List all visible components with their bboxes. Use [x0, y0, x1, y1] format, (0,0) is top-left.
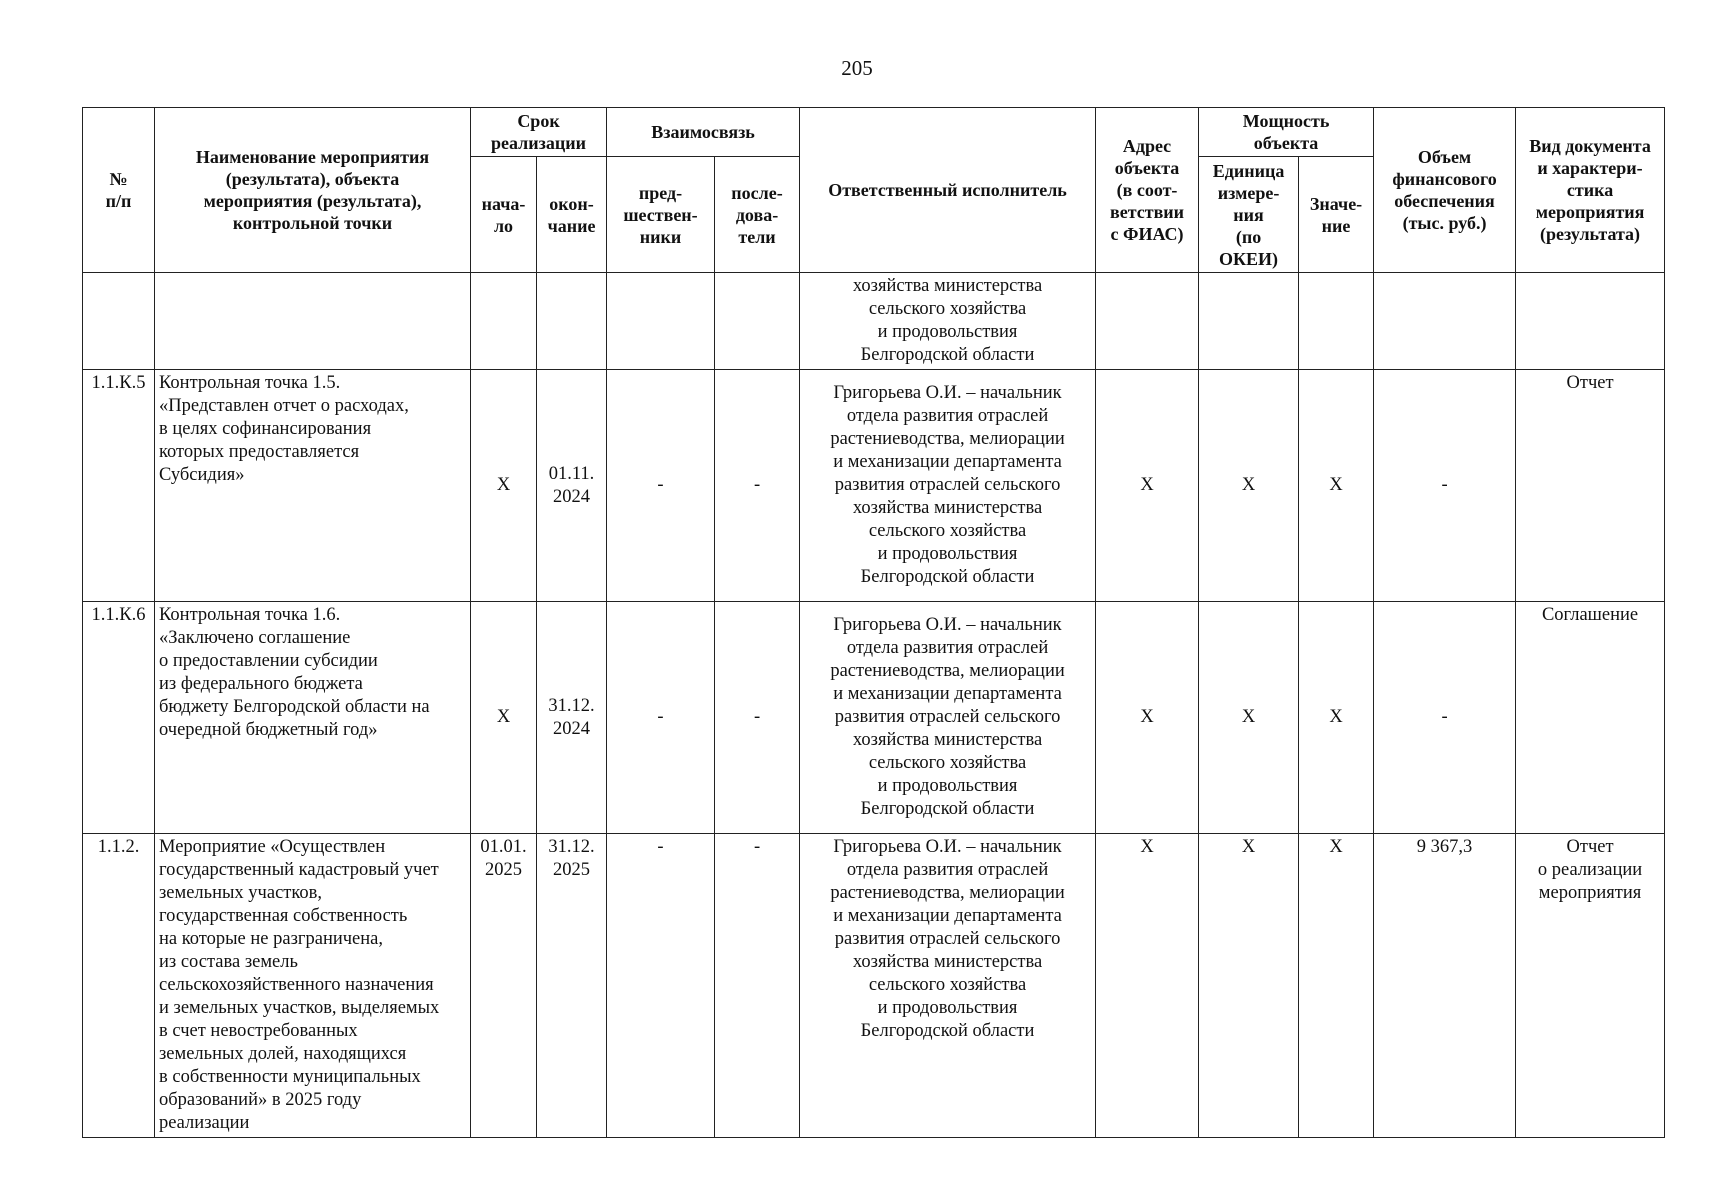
page-number: 205	[841, 56, 873, 80]
cell-doc: Отчет о реализации мероприятия	[1516, 834, 1665, 1138]
table-row	[83, 834, 1665, 1138]
cell-responsible: Григорьева О.И. – начальник отдела развития отраслей растениеводства, мелиорации и механизации департамента развития отраслей сельского хозяйства министерства сельского хозяйства и продовольствия Белгородской области	[800, 370, 1096, 602]
cell-num: 1.1.К.6	[83, 602, 155, 834]
cell-end	[537, 273, 607, 370]
plan-table	[82, 107, 1665, 1138]
cell-pred: -	[607, 834, 715, 1138]
header-address: Адрес объекта (в соот- ветствии с ФИАС)	[1096, 108, 1199, 273]
header-period-end: окон- чание	[537, 157, 607, 273]
cell-value	[1299, 273, 1374, 370]
table-row	[83, 370, 1665, 602]
cell-address: Х	[1096, 370, 1199, 602]
cell-responsible: хозяйства министерства сельского хозяйства и продовольствия Белгородской области	[800, 273, 1096, 370]
cell-finance: 9 367,3	[1374, 834, 1516, 1138]
header-finance: Объем финансового обеспечения (тыс. руб.)	[1374, 108, 1516, 273]
cell-start: Х	[471, 602, 537, 834]
header-period: Срок реализации	[471, 108, 607, 157]
cell-name: Контрольная точка 1.5. «Представлен отчет о расходах, в целях софинансирования которых предоставляется Субсидия»	[155, 370, 471, 602]
cell-pred	[607, 273, 715, 370]
cell-end: 31.12. 2025	[537, 834, 607, 1138]
header-value: Значе- ние	[1299, 157, 1374, 273]
cell-end: 01.11. 2024	[537, 370, 607, 602]
cell-num: 1.1.2.	[83, 834, 155, 1138]
cell-value: Х	[1299, 834, 1374, 1138]
header-successors: после- дова- тели	[715, 157, 800, 273]
cell-unit	[1199, 273, 1299, 370]
cell-address: Х	[1096, 602, 1199, 834]
cell-responsible: Григорьева О.И. – начальник отдела развития отраслей растениеводства, мелиорации и механизации департамента развития отраслей сельского хозяйства министерства сельского хозяйства и продовольствия Белгородской области	[800, 834, 1096, 1138]
header-predecessors: пред- шествен- ники	[607, 157, 715, 273]
cell-value: Х	[1299, 370, 1374, 602]
cell-pred: -	[607, 602, 715, 834]
cell-name: Контрольная точка 1.6. «Заключено соглашение о предоставлении субсидии из федерального бюджета бюджету Белгородской области на очередной бюджетный год»	[155, 602, 471, 834]
cell-num: 1.1.К.5	[83, 370, 155, 602]
header-unit: Единица измере- ния (по ОКЕИ)	[1199, 157, 1299, 273]
cell-finance: -	[1374, 602, 1516, 834]
cell-succ: -	[715, 602, 800, 834]
header-capacity: Мощность объекта	[1199, 108, 1374, 157]
table-header	[83, 108, 1665, 273]
cell-num	[83, 273, 155, 370]
header-name: Наименование мероприятия (результата), объекта мероприятия (результата), контрольной точки	[155, 108, 471, 273]
cell-end: 31.12. 2024	[537, 602, 607, 834]
cell-succ: -	[715, 370, 800, 602]
cell-start: 01.01. 2025	[471, 834, 537, 1138]
cell-name: Мероприятие «Осуществлен государственный кадастровый учет земельных участков, государственная собственность на которые не разграничена, из состава земель сельскохозяйственного назначения и земельных участков, выделяемых в счет невостребованных земельных долей, находящихся в собственности муниципальных образований» в 2025 году реализации	[155, 834, 471, 1138]
header-doc-type: Вид документа и характери- стика мероприятия (результата)	[1516, 108, 1665, 273]
cell-succ	[715, 273, 800, 370]
table-row	[83, 273, 1665, 370]
cell-address: Х	[1096, 834, 1199, 1138]
table-body	[83, 273, 1665, 1138]
cell-name	[155, 273, 471, 370]
cell-succ: -	[715, 834, 800, 1138]
header-period-start: нача- ло	[471, 157, 537, 273]
cell-start: Х	[471, 370, 537, 602]
header-responsible: Ответственный исполнитель	[800, 108, 1096, 273]
cell-pred: -	[607, 370, 715, 602]
header-relation: Взаимосвязь	[607, 108, 800, 157]
cell-doc: Отчет	[1516, 370, 1665, 602]
cell-responsible: Григорьева О.И. – начальник отдела развития отраслей растениеводства, мелиорации и механизации департамента развития отраслей сельского хозяйства министерства сельского хозяйства и продовольствия Белгородской области	[800, 602, 1096, 834]
table-row	[83, 602, 1665, 834]
cell-unit: Х	[1199, 602, 1299, 834]
cell-unit: Х	[1199, 370, 1299, 602]
cell-unit: Х	[1199, 834, 1299, 1138]
header-num: № п/п	[83, 108, 155, 273]
cell-doc: Соглашение	[1516, 602, 1665, 834]
cell-doc	[1516, 273, 1665, 370]
cell-finance	[1374, 273, 1516, 370]
cell-start	[471, 273, 537, 370]
cell-finance: -	[1374, 370, 1516, 602]
cell-address	[1096, 273, 1199, 370]
cell-value: Х	[1299, 602, 1374, 834]
